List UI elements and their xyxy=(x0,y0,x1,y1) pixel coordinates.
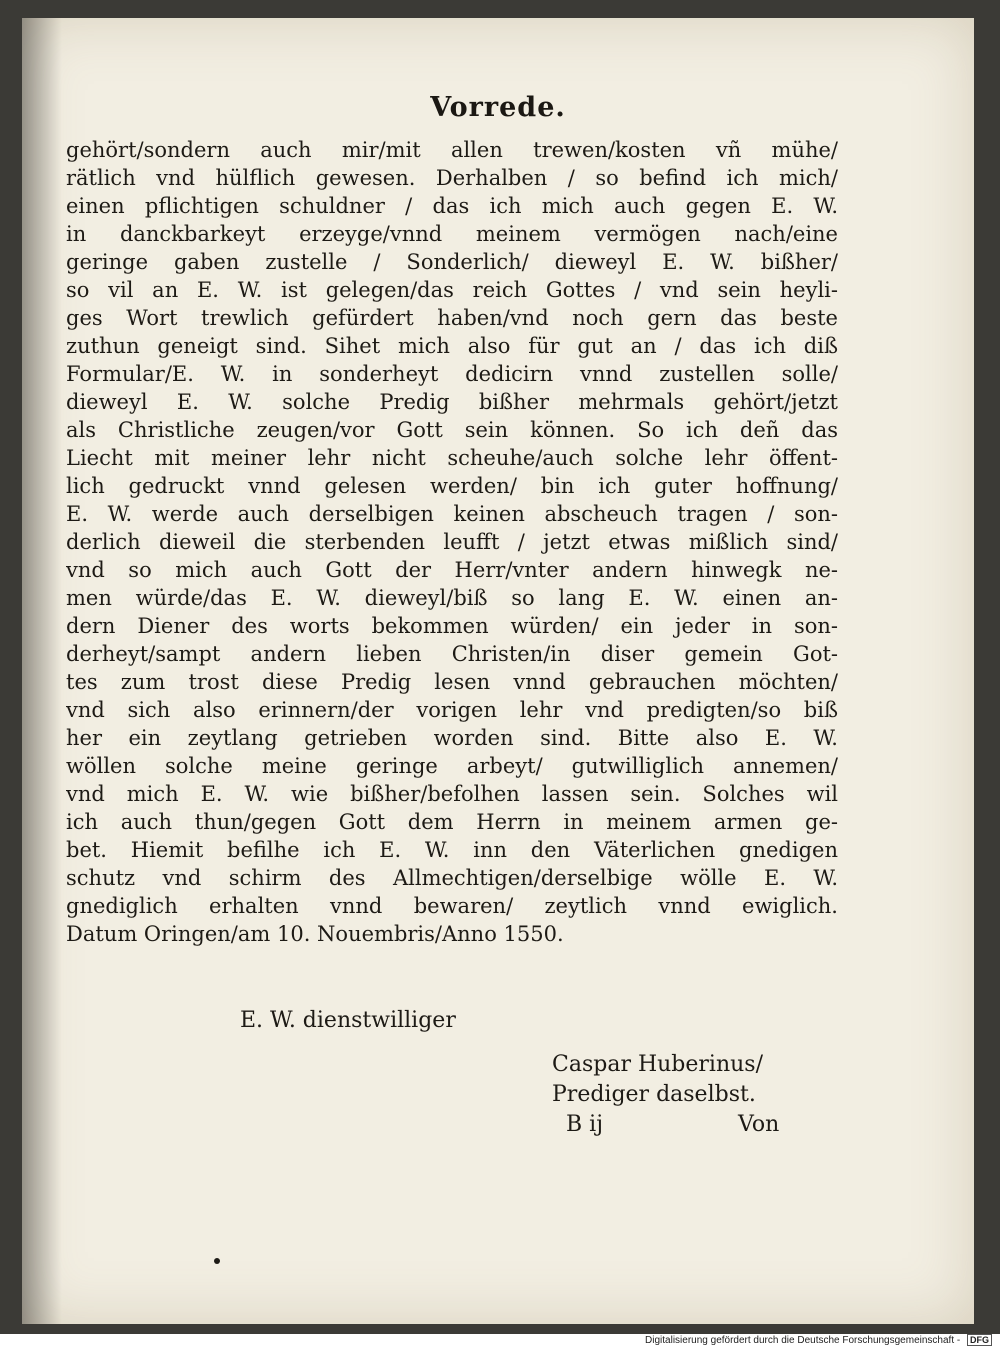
text-line: derheyt/sampt andern lieben Christen/in diser gemein Got- xyxy=(66,642,838,666)
catchword: Von xyxy=(738,1112,780,1137)
body-text xyxy=(66,136,838,948)
dfg-logo-icon: DFG xyxy=(967,1334,992,1346)
text-line: bet. Hiemit befilhe ich E. W. inn den Väterlichen gnedigen xyxy=(66,838,838,862)
text-line: vnd sich also erinnern/der vorigen lehr vnd predigten/so biß xyxy=(66,698,838,722)
text-line: zuthun geneigt sind. Sihet mich also für gut an / das ich diß xyxy=(66,334,838,358)
running-head: Vorrede. xyxy=(430,92,566,123)
text-line: ich auch thun/gegen Gott dem Herrn in meinem armen ge- xyxy=(66,810,838,834)
signature-mark: B ij xyxy=(566,1112,604,1137)
signoff: E. W. dienstwilliger xyxy=(240,1008,456,1033)
text-line: vnd so mich auch Gott der Herr/vnter andern hinwegk ne- xyxy=(66,558,838,582)
text-line: gnediglich erhalten vnnd bewaren/ zeytlich vnnd ewiglich. xyxy=(66,894,838,918)
text-line: Liecht mit meiner lehr nicht scheuhe/auch solche lehr öffent- xyxy=(66,446,838,470)
footer-text: Digitalisierung gefördert durch die Deutsche Forschungsgemeinschaft - xyxy=(645,1335,961,1346)
text-line: gehört/sondern auch mir/mit allen trewen/kosten vñ mühe/ xyxy=(66,138,838,162)
text-line: rätlich vnd hülflich gewesen. Derhalben / so befind ich mich/ xyxy=(66,166,838,190)
dateline: Datum Oringen/am 10. Nouembris/Anno 1550. xyxy=(66,922,564,946)
text-line: in danckbarkeyt erzeyge/vnnd meinem vermögen nach/eine xyxy=(66,222,838,246)
signature-title-block xyxy=(552,1080,756,1110)
text-line: Formular/E. W. in sonderheyt dedicirn vnnd zustellen solle/ xyxy=(66,362,838,386)
text-line: dern Diener des worts bekommen würden/ ein jeder in son- xyxy=(66,614,838,638)
text-line: E. W. werde auch derselbigen keinen abscheuch tragen / son- xyxy=(66,502,838,526)
book-page xyxy=(22,18,974,1324)
ink-dot xyxy=(214,1258,220,1264)
text-line: einen pflichtigen schuldner / das ich mich auch gegen E. W. xyxy=(66,194,838,218)
text-line: tes zum trost diese Predig lesen vnnd gebrauchen möchten/ xyxy=(66,670,838,694)
text-line: ges Wort trewlich gefürdert haben/vnd noch gern das beste xyxy=(66,306,838,330)
text-line: geringe gaben zustelle / Sonderlich/ dieweyl E. W. bißher/ xyxy=(66,250,838,274)
text-line: her ein zeytlang getrieben worden sind. Bitte also E. W. xyxy=(66,726,838,750)
text-line: so vil an E. W. ist gelegen/das reich Gottes / vnd sein heyli- xyxy=(66,278,838,302)
text-line: men würde/das E. W. dieweyl/biß so lang E. W. einen an- xyxy=(66,586,838,610)
text-line: wöllen solche meine geringe arbeyt/ gutwilliglich annemen/ xyxy=(66,754,838,778)
digitization-footer xyxy=(645,1334,992,1348)
text-line: schutz vnd schirm des Allmechtigen/derselbige wölle E. W. xyxy=(66,866,838,890)
text-line: vnd mich E. W. wie bißher/befolhen lassen sein. Solches wil xyxy=(66,782,838,806)
signature-block xyxy=(552,1050,763,1080)
signature-title: Prediger daselbst. xyxy=(552,1082,756,1107)
text-line: derlich dieweil die sterbenden leufft / jetzt etwas mißlich sind/ xyxy=(66,530,838,554)
text-line: lich gedruckt vnnd gelesen werden/ bin ich guter hoffnung/ xyxy=(66,474,838,498)
text-line: als Christliche zeugen/vor Gott sein können. So ich deñ das xyxy=(66,418,838,442)
signature-name: Caspar Huberinus/ xyxy=(552,1052,763,1077)
text-line: dieweyl E. W. solche Predig bißher mehrmals gehört/jetzt xyxy=(66,390,838,414)
